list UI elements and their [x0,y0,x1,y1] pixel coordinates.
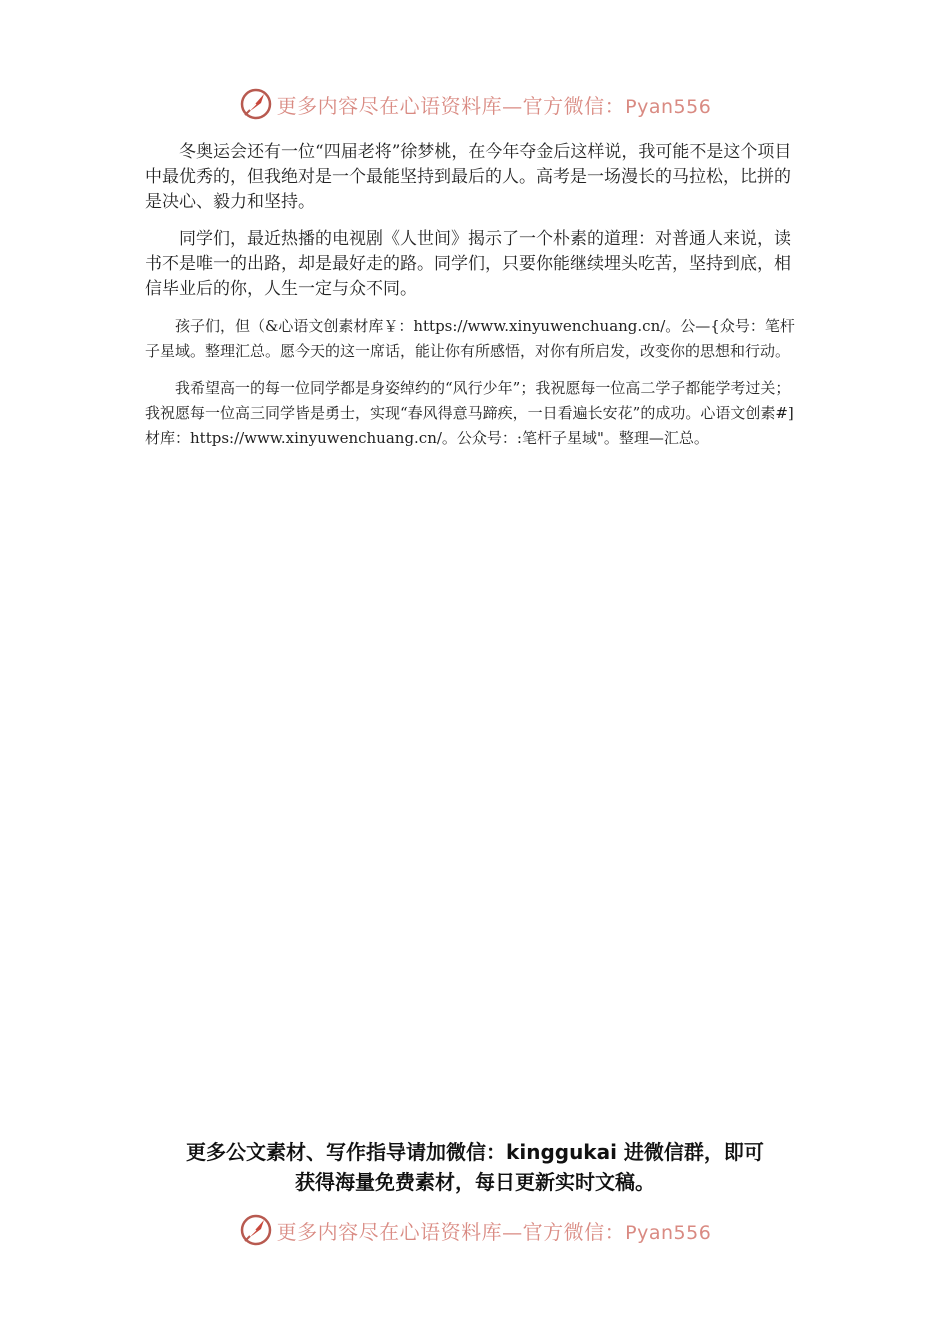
quill-pen-logo-icon [239,87,273,121]
footer-banner-text: 更多内容尽在心语资料库—官方微信：Pyan556 [276,1219,712,1244]
paragraph-1: 冬奥运会还有一位“四届老将”徐梦桃，在今年夺金后这样说，我可能不是这个项目中最优秀的，但我绝对是一个最能坚持到最后的人。高考是一场漫长的马拉松，比拼的是决心、毅力和坚持。 [145,142,792,212]
wechat-handle: Pyan556 [625,1221,712,1244]
footer-note-line-1: 更多公文素材、写作指导请加微信：kinggukai 进微信群，即可 [186,1140,764,1164]
paragraph-3: 孩子们，但（&心语文创素材库￥：https://www.xinyuwenchuang.cn/。公—{众号：笔杆子星域。整理汇总。愿今天的这一席话，能让你有所感悟，对你有所启发，改变你的思想和行动。 [145,317,795,360]
document-body [145,140,805,463]
paragraph-4: 我希望高一的每一位同学都是身姿绰约的“风行少年”；我祝愿每一位高二学子都能学考过关；我祝愿每一位高三同学皆是勇士，实现“春风得意马蹄疾，一日看遍长安花”的成功。心语文创素#]材库：https://www.xinyuwenchuang.cn/。公众号：:笔杆子星域"。整理—汇总。 [145,379,794,447]
paragraph-2: 同学们，最近热播的电视剧《人世间》揭示了一个朴素的道理：对普通人来说，读书不是唯一的出路，却是最好走的路。同学们，只要你能继续埋头吃苦，坚持到底，相信毕业后的你，人生一定与众不同。 [145,229,791,299]
header-banner-text: 更多内容尽在心语资料库—官方微信：Pyan556 [276,93,712,118]
quill-pen-logo-icon [239,1213,273,1247]
footer-note-line-2: 获得海量免费素材，每日更新实时文稿。 [295,1170,655,1194]
footer-banner [0,1210,950,1250]
wechat-handle: Pyan556 [625,95,712,118]
footer-note [145,1137,805,1197]
header-banner [0,84,950,124]
